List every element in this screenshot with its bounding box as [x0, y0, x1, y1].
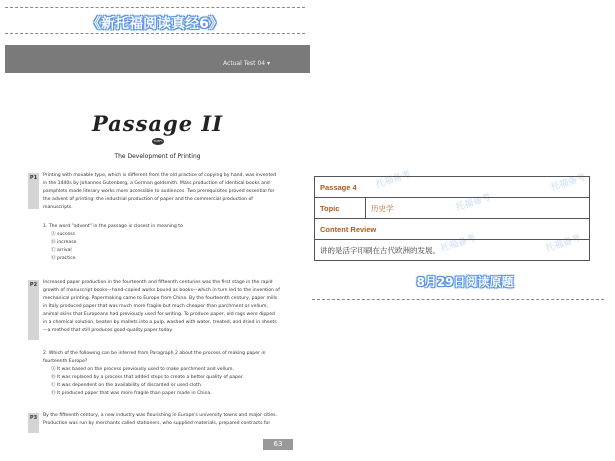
top-dashed-line [5, 7, 305, 8]
table-row [315, 198, 590, 219]
question-2-option-d: Ⓓ It produced paper that was more fragile than paper made in China. [51, 391, 212, 396]
question-1-option-a: Ⓐ success [51, 232, 76, 237]
topic-value-cell: 历史学 [366, 198, 590, 219]
paragraph-1: Printing with movable type, which is different from the old practice of copying by hand, was invented in the 1440s by Johannes Gutenberg, a German goldsmith. Mass production of identical books and pamphlets made literary works more accessible to audiences. Two prerequisites proved essential for the advent of printing: the industrial production of paper and the commercial production of manuscripts. [43, 173, 277, 210]
watermark-5: 托福备考 [544, 233, 583, 255]
passage-subtitle: The Development of Printing [114, 153, 201, 160]
banner-bottom-title: 8月29日阅读原题 [416, 275, 514, 289]
watermark-2: 托福备考 [454, 192, 493, 214]
paragraph-3: By the fifteenth century, a new industry was flourishing in Europe's university towns and major cities. Production was run by merchants called stationers, who supplied materials, prepared contracts for [43, 413, 278, 426]
paragraph-2: Increased paper production in the fourteenth and fifteenth centuries was the first stage in the rapid growth of manuscript books—hand-copied works bound as books—which in turn led to the invention of mechanical printing. Papermaking came to Europe from China. By the fourteenth century, paper mills in Italy produced paper that was much more fragile but much cheaper than parchment or vellum, animal skins that Europeans had previously used for writing. To produce paper, old rags were dipped in a chemical solution, beaten by mallets into a pulp, washed with water, treated, and dried in sheets—a method that still produces good-quality paper today. [43, 280, 280, 333]
right-dashed-line [312, 299, 604, 300]
table-row [315, 177, 590, 198]
actual-test-label: Actual Test 04 ▾ [223, 60, 270, 67]
content-review-label-cell: Content Review [315, 219, 590, 240]
question-1: 1. The word "advent" in the passage is closest in meaning to Ⓐ success Ⓑ increase Ⓒ arrival Ⓓ practice [43, 223, 280, 263]
paragraph-marker-p2: P2 [28, 280, 39, 340]
top-dashed-line-2 [5, 33, 305, 34]
question-1-option-d: Ⓓ practice [51, 256, 76, 261]
question-1-option-c: Ⓒ arrival [51, 248, 72, 253]
page-header-bar [5, 45, 310, 73]
passage-number-cell: Passage 4 [315, 177, 590, 198]
banner-top-title: 《新托福阅读真经6》 [87, 16, 223, 32]
table-row [315, 219, 590, 240]
content-review-text-cell: 讲的是活字印刷在古代欧洲的发展。 [315, 240, 590, 261]
topic-label-cell: Topic [315, 198, 366, 219]
paragraph-marker-p1: P1 [28, 173, 39, 209]
question-2-option-a: Ⓐ It was based on the process previously used to make parchment and vellum. [51, 367, 234, 372]
paragraph-marker-p3: P3 [28, 413, 39, 433]
question-2-option-c: Ⓒ It was dependent on the availability of discarded or used cloth. [51, 383, 203, 388]
question-1-option-b: Ⓑ increase [51, 240, 77, 245]
watermark-3: 托福备考 [549, 172, 588, 194]
table-row [315, 240, 590, 261]
passage-info-table [314, 176, 590, 261]
passage-title: Passage II [91, 111, 224, 136]
watermark-4: 托福备考 [439, 233, 478, 255]
page-number: 63 [263, 439, 293, 450]
question-2: 2. Which of the following can be inferred from Paragraph 2 about the process of making paper in fourteenth Europe? Ⓐ It was based on the process previously used to make parchment and vellum. Ⓑ It was replaced by a process that added steps to create a better quality of paper. Ⓒ It was dependent on the availability of discarded or used cloth. Ⓓ It produced paper that was more fragile than paper made in China. [43, 350, 280, 398]
publisher-logo-icon: TOEFL [153, 139, 163, 143]
watermark-1: 托福备考 [374, 169, 413, 191]
book-page [5, 45, 310, 455]
question-2-option-b: Ⓑ It was replaced by a process that added steps to create a better quality of paper. [51, 375, 244, 380]
